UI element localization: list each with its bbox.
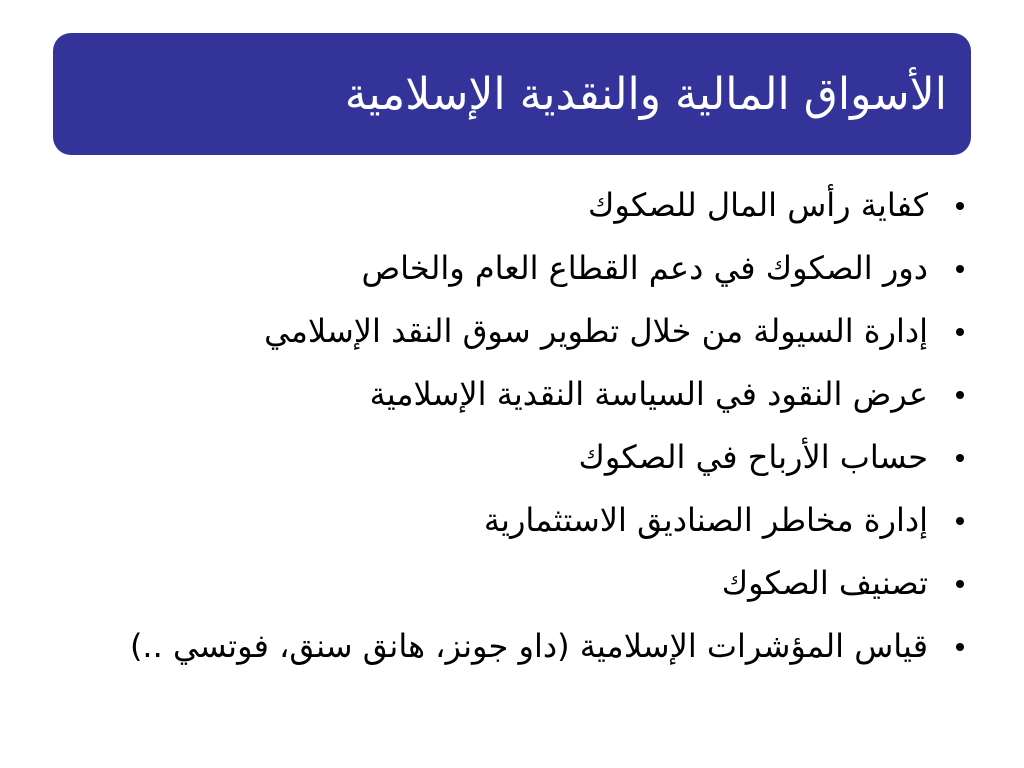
bullet-item	[86, 372, 966, 416]
bullet-dot-icon	[956, 580, 964, 588]
bullet-item	[86, 309, 966, 353]
bullet-text: دور الصكوك في دعم القطاع العام والخاص	[361, 249, 928, 287]
bullet-text: إدارة السيولة من خلال تطوير سوق النقد الإسلامي	[264, 312, 928, 350]
bullet-item	[86, 561, 966, 605]
bullet-dot-icon	[956, 517, 964, 525]
slide-title: الأسواق المالية والنقدية الإسلامية	[344, 68, 947, 120]
bullet-item	[86, 246, 966, 290]
bullet-dot-icon	[956, 454, 964, 462]
bullet-dot-icon	[956, 328, 964, 336]
title-bar	[53, 33, 971, 155]
bullet-text: حساب الأرباح في الصكوك	[578, 438, 928, 476]
bullet-text: تصنيف الصكوك	[721, 564, 928, 602]
bullet-item	[86, 624, 966, 668]
bullet-text: قياس المؤشرات الإسلامية (داو جونز، هانق سنق، فوتسي ..)	[129, 627, 928, 665]
bullet-text: كفاية رأس المال للصكوك	[588, 186, 928, 224]
bullet-dot-icon	[956, 202, 964, 210]
bullet-list	[86, 183, 966, 668]
bullet-item	[86, 498, 966, 542]
bullet-text: عرض النقود في السياسة النقدية الإسلامية	[369, 375, 928, 413]
bullet-item	[86, 183, 966, 227]
bullet-item	[86, 435, 966, 479]
bullet-dot-icon	[956, 265, 964, 273]
bullet-dot-icon	[956, 391, 964, 399]
bullet-text: إدارة مخاطر الصناديق الاستثمارية	[483, 501, 928, 539]
bullet-dot-icon	[956, 643, 964, 651]
